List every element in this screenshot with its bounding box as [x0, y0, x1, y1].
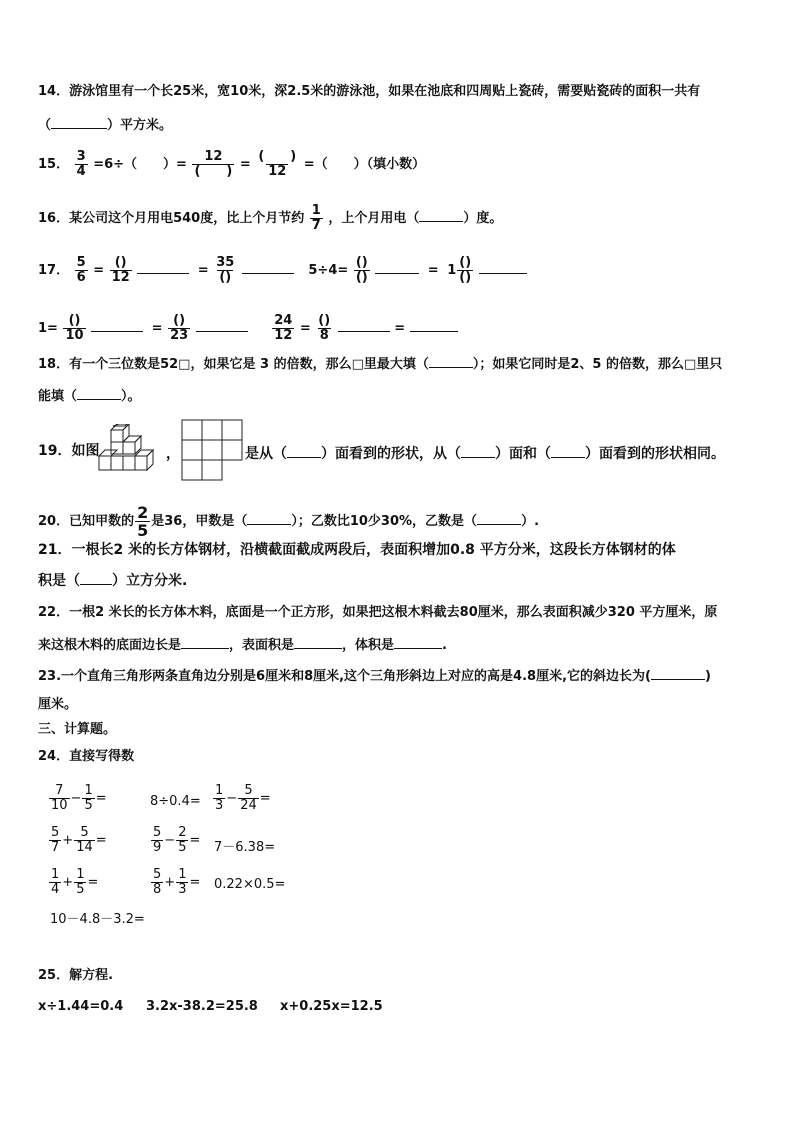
answer-blank[interactable]: [51, 116, 107, 129]
question-25-title: 25．解方程.: [38, 968, 114, 983]
fraction: $\frac{( )}{12}$: [258, 149, 297, 179]
answer-blank[interactable]: [477, 512, 521, 525]
calc-item: 10－4.8－3.2=: [50, 912, 145, 927]
question-20: 20．已知甲数的 $\frac{2}{5}$ 是36，甲数是（ ）；乙数比10少30%，乙数是（ ）.: [38, 503, 540, 540]
answer-blank[interactable]: [77, 387, 121, 400]
fraction: $\frac{2}{5}$: [137, 503, 149, 540]
answer-blank[interactable]: [419, 209, 463, 222]
calc-item: $\frac{1}{3}$ − $\frac{5}{24}$ =: [215, 783, 271, 813]
question-17-row1: 17． $\frac{5}{6}$ = $\frac{()}{12}$ = $\frac{35}{()}$ 5÷4= $\frac{()}{()}$ = 1 $\frac{()}{()}$: [38, 256, 527, 285]
question-15: 15． $\frac{3}{4}$ =6÷（ ）= $\frac{12}{( )}$ = $\frac{( )}{12}$ =（ ）（填小数）: [38, 149, 426, 179]
equation: 3.2x-38.2=25.8: [146, 999, 258, 1014]
question-16: 16．某公司这个月用电540度，比上个月节约 $\frac{1}{7}$ ，上个月用电（ ）度。: [38, 203, 503, 233]
answer-blank[interactable]: [247, 512, 291, 525]
question-17-row2: 1= $\frac{()}{10}$ = $\frac{()}{23}$ $\frac{24}{12}$ = $\frac{()}{8}$ =: [38, 314, 458, 343]
question-18-line2: 能填（ ）。: [38, 389, 141, 404]
fraction: $\frac{35}{()}$: [216, 255, 235, 285]
fraction: $\frac{()}{()}$: [459, 255, 472, 285]
question-18-line1: 18．有一个三位数是52□，如果它是 3 的倍数，那么□里最大填（ ）；如果它同时是2、5 的倍数，那么□里只: [38, 357, 723, 372]
question-22-line1: 22．一根2 米长的长方体木料，底面是一个正方形，如果把这根木料截去80厘米，那么表面积减少320 平方厘米，原: [38, 605, 718, 620]
question-21-line2: 积是（ ）立方分米.: [38, 573, 188, 589]
answer-blank[interactable]: [429, 355, 473, 368]
question-14-line1: 14．游泳馆里有一个长25米，宽10米，深2.5米的游泳池，如果在池底和四周贴上瓷砖，需要贴瓷砖的面积一共有: [38, 84, 701, 99]
answer-blank[interactable]: [80, 572, 112, 585]
answer-blank[interactable]: [196, 319, 248, 332]
question-19-text: 是从（ ）面看到的形状，从（ ）面和（ ）面看到的形状相同。: [245, 446, 725, 462]
answer-blank[interactable]: [91, 319, 143, 332]
fraction: $\frac{1}{7}$: [311, 203, 321, 233]
answer-blank[interactable]: [479, 261, 527, 274]
section-title: 三、计算题。: [38, 722, 117, 737]
answer-blank[interactable]: [137, 261, 189, 274]
answer-blank[interactable]: [551, 445, 585, 458]
question-21-line1: 21．一根长2 米的长方体钢材，沿横截面截成两段后，表面积增加0.8 平方分米，这段长方体钢材的体: [38, 542, 676, 558]
question-24-title: 24．直接写得数: [38, 749, 135, 764]
question-19-comma: ，: [166, 446, 180, 462]
view-grid-figure: [180, 418, 244, 482]
answer-blank[interactable]: [294, 636, 342, 649]
answer-blank[interactable]: [338, 319, 390, 332]
fraction: $\frac{5}{6}$: [76, 255, 86, 285]
answer-blank[interactable]: [394, 636, 442, 649]
question-23-line2: 厘米。: [38, 697, 78, 712]
fraction: $\frac{24}{12}$: [274, 313, 293, 343]
cube-stack-figure: [97, 424, 165, 480]
answer-blank[interactable]: [242, 261, 294, 274]
answer-blank[interactable]: [461, 445, 495, 458]
calc-item: 0.22×0.5=: [214, 877, 286, 892]
question-19-lead: 19．如图: [38, 443, 100, 459]
equation: x÷1.44=0.4: [38, 999, 124, 1014]
calc-item: $\frac{5}{9}$ − $\frac{2}{5}$ =: [153, 825, 201, 855]
fraction: $\frac{()}{()}$: [355, 255, 368, 285]
fraction: $\frac{12}{( )}$: [194, 149, 233, 179]
question-14-line2: （ ）平方米。: [38, 118, 173, 133]
fraction: $\frac{()}{23}$: [170, 313, 189, 343]
calc-item: $\frac{7}{10}$ − $\frac{1}{5}$ =: [51, 783, 107, 813]
calc-item: 8÷0.4=: [150, 794, 201, 809]
fraction: $\frac{3}{4}$: [76, 149, 86, 179]
fraction: $\frac{()}{12}$: [111, 255, 130, 285]
calc-item: 7－6.38=: [214, 840, 276, 855]
question-22-line2: 来这根木料的底面边长是 ，表面积是 ，体积是 .: [38, 638, 447, 653]
calc-item: $\frac{5}{7}$ + $\frac{5}{14}$ =: [51, 825, 107, 855]
question-23-line1: 23.一个直角三角形两条直角边分别是6厘米和8厘米,这个三角形斜边上对应的高是4.8厘米,它的斜边长为( ): [38, 669, 711, 684]
answer-blank[interactable]: [651, 667, 705, 680]
calc-item: $\frac{1}{4}$ + $\frac{1}{5}$ =: [51, 867, 99, 897]
answer-blank[interactable]: [375, 261, 419, 274]
equation: x+0.25x=12.5: [280, 999, 383, 1014]
answer-blank[interactable]: [181, 636, 229, 649]
calc-item: $\frac{5}{8}$ + $\frac{1}{3}$ =: [153, 867, 201, 897]
answer-blank[interactable]: [410, 319, 458, 332]
fraction: $\frac{()}{8}$: [318, 313, 331, 343]
fraction: $\frac{()}{10}$: [65, 313, 84, 343]
answer-blank[interactable]: [287, 445, 321, 458]
